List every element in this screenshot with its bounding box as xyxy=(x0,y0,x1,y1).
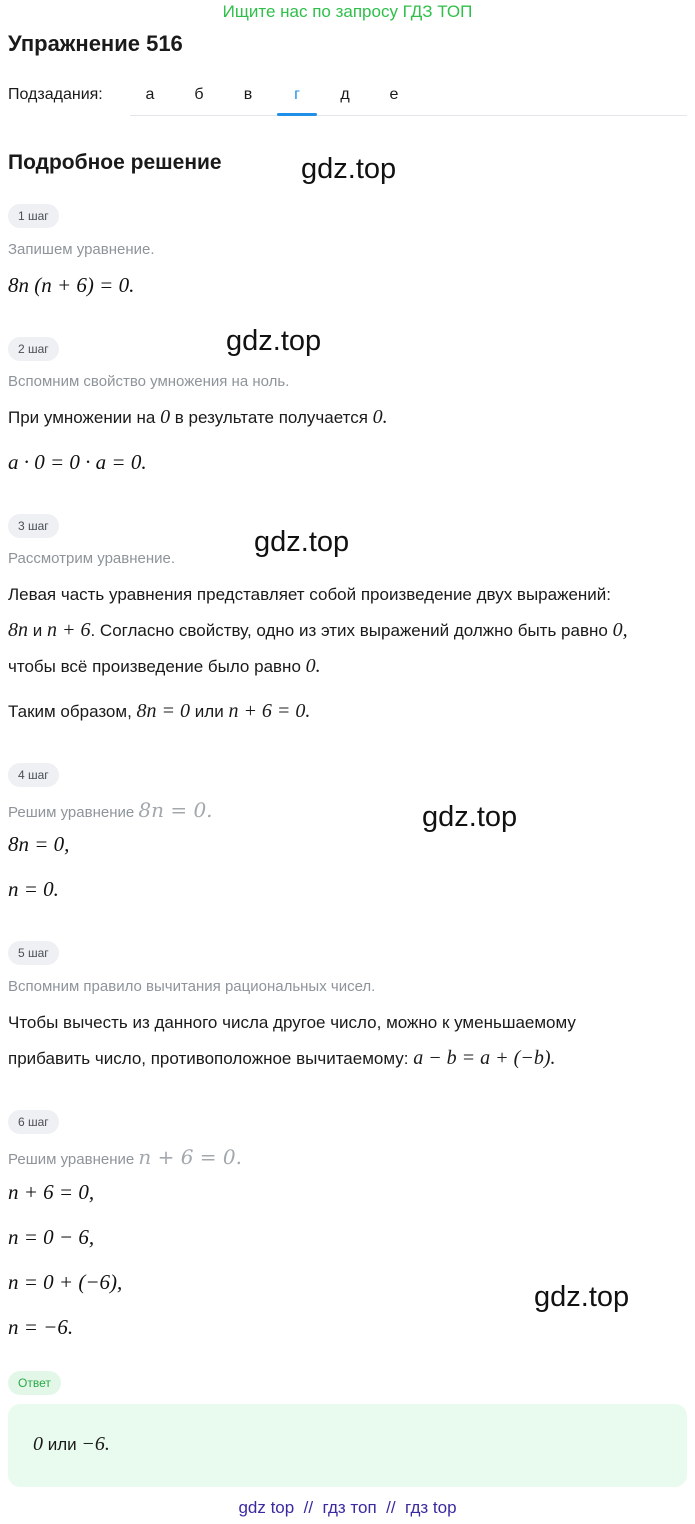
math-inline: a − b = a + (−b). xyxy=(413,1047,556,1069)
step-badge: 6 шаг xyxy=(8,1110,59,1134)
text-fragment: или xyxy=(194,702,224,721)
text-fragment: прибавить число, противоположное вычитаемому: xyxy=(8,1049,409,1068)
math-inline: 0. xyxy=(305,655,321,677)
math-inline: 8n xyxy=(8,619,28,641)
math-inline: 0, xyxy=(612,619,628,641)
math-line: n = −6. xyxy=(8,1315,74,1339)
text-fragment: При умножении на xyxy=(8,408,156,427)
text-fragment: Решим уравнение xyxy=(8,804,135,821)
tab-e[interactable]: е xyxy=(389,86,399,103)
step-text xyxy=(8,619,628,642)
step-text xyxy=(8,1047,556,1070)
math-inline: 0 xyxy=(160,406,171,428)
math-inline: n + 6 xyxy=(46,619,91,641)
math-line: n = 0. xyxy=(8,877,59,901)
math-line: a · 0 = 0 · a = 0. xyxy=(8,450,147,474)
step-badge: 1 шаг xyxy=(8,204,59,228)
math-line: n + 6 = 0, xyxy=(8,1180,95,1204)
step-badge: 3 шаг xyxy=(8,514,59,538)
math-inline: 8n = 0 xyxy=(136,700,191,722)
text-fragment: . Согласно свойству, одно из этих выражений должно быть равно xyxy=(90,621,608,640)
step-text xyxy=(8,700,310,723)
step-hint xyxy=(8,1145,242,1169)
math-inline: n + 6 = 0. xyxy=(228,700,311,722)
step-badge: 5 шаг xyxy=(8,941,59,965)
math-inline: n + 6 = 0. xyxy=(138,1145,243,1169)
tab-d[interactable]: д xyxy=(340,86,350,103)
math-line: n = 0 + (−6), xyxy=(8,1270,123,1294)
watermark: gdz.top xyxy=(422,801,518,833)
tab-g-active[interactable]: г xyxy=(294,86,300,103)
step-text xyxy=(8,655,321,678)
step-hint: Запишем уравнение. xyxy=(8,241,155,258)
text-fragment: Решим уравнение xyxy=(8,1151,135,1168)
tab-v[interactable]: в xyxy=(243,86,253,103)
step-text: Левая часть уравнения представляет собой произведение двух выражений: xyxy=(8,585,612,604)
math-line: 8n (n + 6) = 0. xyxy=(8,273,135,297)
page-title: Упражнение 516 xyxy=(8,31,183,56)
watermark: gdz.top xyxy=(226,325,322,357)
active-tab-indicator xyxy=(277,113,317,116)
math-line: 8n = 0, xyxy=(8,832,70,856)
step-hint xyxy=(8,798,213,822)
text-fragment: Таким образом, xyxy=(8,702,132,721)
math-inline: 0. xyxy=(372,406,388,428)
tabs-divider xyxy=(130,115,687,116)
answer-badge: Ответ xyxy=(8,1371,61,1395)
watermark: gdz.top xyxy=(254,526,350,558)
step-badge: 2 шаг xyxy=(8,337,59,361)
text-fragment: чтобы всё произведение было равно xyxy=(8,657,301,676)
subtasks-label: Подзадания: xyxy=(8,86,103,103)
math-inline: 0 xyxy=(33,1433,43,1455)
math-inline: −6. xyxy=(81,1433,110,1455)
tab-b[interactable]: б xyxy=(194,86,204,103)
text-fragment: или xyxy=(47,1435,77,1454)
step-hint: Рассмотрим уравнение. xyxy=(8,550,176,567)
step-hint: Вспомним свойство умножения на ноль. xyxy=(8,373,290,390)
step-hint: Вспомним правило вычитания рациональных чисел. xyxy=(8,978,376,995)
watermark: gdz.top xyxy=(301,153,397,185)
math-line: n = 0 − 6, xyxy=(8,1225,95,1249)
solution-heading: Подробное решение xyxy=(8,151,222,174)
watermark: gdz.top xyxy=(534,1281,630,1313)
text-fragment: в результате получается xyxy=(174,408,368,427)
text-fragment: и xyxy=(32,621,43,640)
math-inline: 8n = 0. xyxy=(138,798,213,822)
step-text xyxy=(8,406,388,429)
answer-text xyxy=(33,1433,110,1456)
footer-links[interactable]: gdz top // гдз топ // гдз top xyxy=(238,1498,457,1517)
tab-a[interactable]: а xyxy=(145,86,155,103)
search-banner[interactable]: Ищите нас по запросу ГДЗ ТОП xyxy=(222,2,473,21)
step-badge: 4 шаг xyxy=(8,763,59,787)
step-text: Чтобы вычесть из данного числа другое число, можно к уменьшаемому xyxy=(8,1013,576,1032)
